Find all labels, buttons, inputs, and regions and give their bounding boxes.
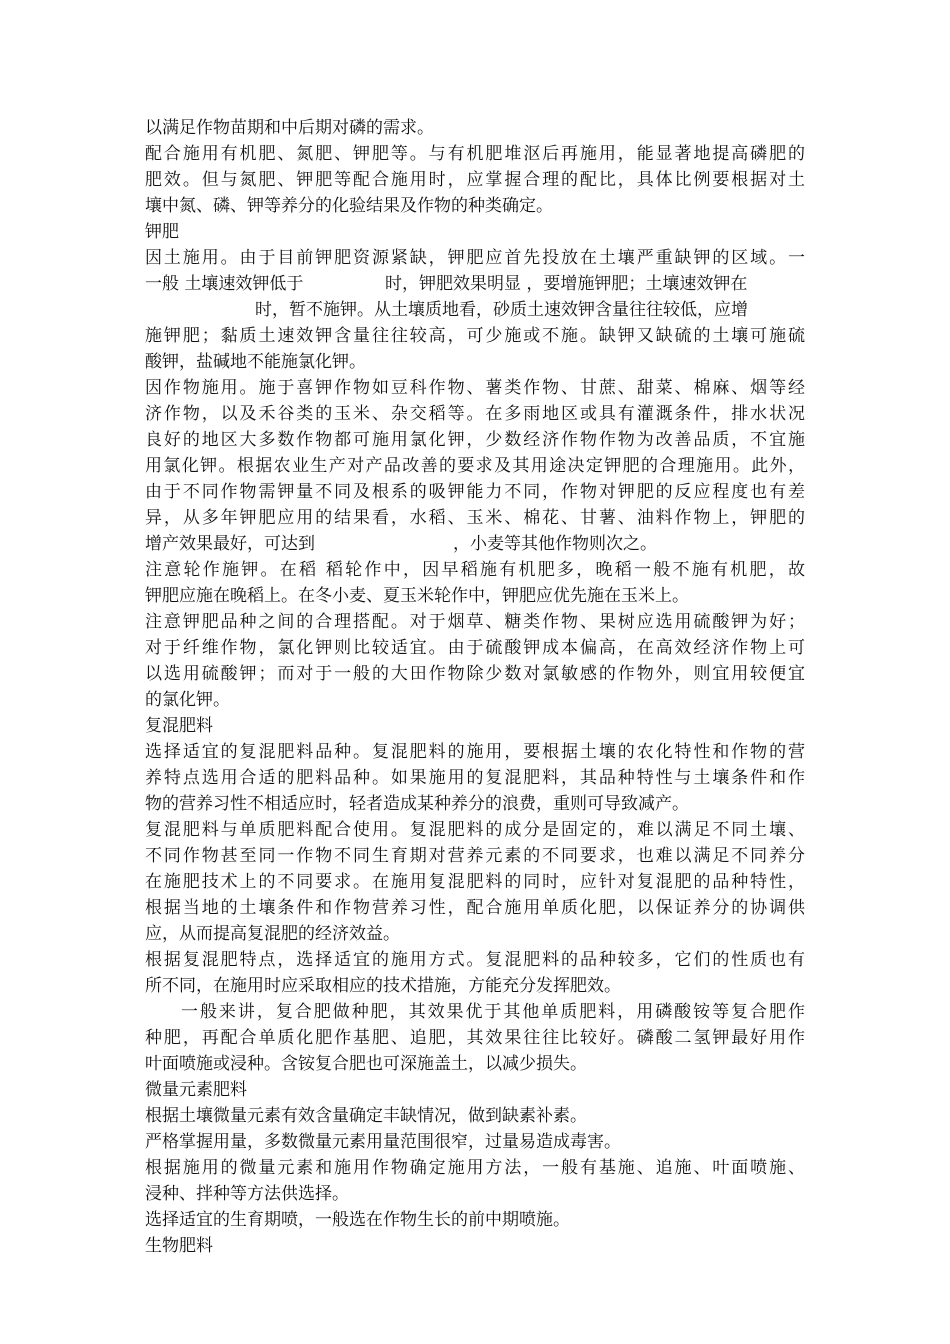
section-heading: 钾肥 (145, 222, 179, 242)
text-segment: 一般 土壤速效钾低于 (145, 274, 304, 294)
text-line: 在施肥技术上的不同要求。在施用复混肥料的同时，应针对复混肥的品种特性， (145, 872, 805, 892)
text-line: 的氯化钾。 (145, 690, 230, 710)
text-line: 注意钾肥品种之间的合理搭配。对于烟草、糖类作物、果树应选用硫酸钾为好； (145, 612, 805, 632)
text-line: 选择适宜的生育期喷，一般选在作物生长的前中期喷施。 (145, 1210, 570, 1230)
text-line: 根据当地的土壤条件和作物营养习性，配合施用单质化肥，以保证养分的协调供 (145, 898, 805, 918)
section-heading: 生物肥料 (145, 1236, 213, 1256)
text-line: 根据施用的微量元素和施用作物确定施用方法，一般有基施、追施、叶面喷施、 (145, 1158, 805, 1178)
text-line: 根据复混肥特点，选择适宜的施用方式。复混肥料的品种较多，它们的性质也有 (145, 950, 805, 970)
text-line: 壤中氮、磷、钾等养分的化验结果及作物的种类确定。 (145, 196, 553, 216)
text-line: 浸种、拌种等方法供选择。 (145, 1184, 349, 1204)
text-line: 配合施用有机肥、氮肥、钾肥等。与有机肥堆沤后再施用，能显著地提高磷肥的 (145, 144, 805, 164)
text-line: 肥效。但与氮肥、钾肥等配合施用时，应掌握合理的配比，具体比例要根据对土 (145, 170, 805, 190)
text-line: 复混肥料与单质肥料配合使用。复混肥料的成分是固定的，难以满足不同土壤、 (145, 820, 805, 840)
text-line: 叶面喷施或浸种。含铵复合肥也可深施盖土，以减少损失。 (145, 1054, 587, 1074)
text-line: 所不同，在施用时应采取相应的技术措施，方能充分发挥肥效。 (145, 976, 621, 996)
text-line: 异，从多年钾肥应用的结果看，水稻、玉米、棉花、甘薯、油料作物上，钾肥的 (145, 508, 805, 528)
section-heading: 复混肥料 (145, 716, 213, 736)
text-line: 物的营养习性不相适应时，轻者造成某种养分的浪费，重则可导致减产。 (145, 794, 689, 814)
text-line: 选择适宜的复混肥料品种。复混肥料的施用，要根据土壤的农化特性和作物的营 (145, 742, 805, 762)
text-line: 钾肥应施在晚稻上。在冬小麦、夏玉米轮作中，钾肥应优先施在玉米上。 (145, 586, 689, 606)
text-segment: ，小麦等其他作物则次之。 (453, 534, 657, 554)
text-segment: 增产效果最好，可达到 (145, 534, 315, 554)
section-heading: 微量元素肥料 (145, 1080, 247, 1100)
text-line: 以选用硫酸钾；而对于一般的大田作物除少数对氯敏感的作物外，则宜用较便宜 (145, 664, 805, 684)
text-line: 由于不同作物需钾量不同及根系的吸钾能力不同，作物对钾肥的反应程度也有差 (145, 482, 805, 502)
text-line: 养特点选用合适的肥料品种。如果施用的复混肥料，其品种特性与土壤条件和作 (145, 768, 805, 788)
text-line: 严格掌握用量，多数微量元素用量范围很窄，过量易造成毒害。 (145, 1132, 621, 1152)
text-line (145, 531, 805, 557)
text-line: 因土施用。由于目前钾肥资源紧缺，钾肥应首先投放在土壤严重缺钾的区域。一 (145, 248, 805, 268)
text-segment: 时，钾肥效果明显 ，要增施钾肥；土壤速效钾在 (385, 274, 748, 294)
text-line: 良好的地区大多数作物都可施用氯化钾，少数经济作物作物为改善品质，不宜施 (145, 430, 805, 450)
text-line: 施钾肥；黏质土速效钾含量往往较高，可少施或不施。缺钾又缺硫的土壤可施硫 (145, 326, 805, 346)
text-line: 应，从而提高复混肥的经济效益。 (145, 924, 400, 944)
text-line: 因作物施用。施于喜钾作物如豆科作物、薯类作物、甘蔗、甜菜、棉麻、烟等经 (145, 378, 805, 398)
text-line (145, 271, 805, 297)
text-line: 根据土壤微量元素有效含量确定丰缺情况，做到缺素补素。 (145, 1106, 587, 1126)
text-line: 不同作物甚至同一作物不同生育期对营养元素的不同要求，也难以满足不同养分 (145, 846, 805, 866)
text-line: 时，暂不施钾。从土壤质地看，砂质土速效钾含量往往较低，应增 (255, 300, 748, 320)
text-line: 以满足作物苗期和中后期对磷的需求。 (145, 118, 434, 138)
text-line: 种肥，再配合单质化肥作基肥、追肥，其效果往往比较好。磷酸二氢钾最好用作 (145, 1028, 805, 1048)
text-line: 济作物，以及禾谷类的玉米、杂交稻等。在多雨地区或具有灌溉条件，排水状况 (145, 404, 805, 424)
text-line: 酸钾，盐碱地不能施氯化钾。 (145, 352, 366, 372)
text-line: 一般来讲，复合肥做种肥，其效果优于其他单质肥料，用磷酸铵等复合肥作 (181, 1002, 805, 1022)
text-line: 用氯化钾。根据农业生产对产品改善的要求及其用途决定钾肥的合理施用。此外， (145, 456, 805, 476)
text-line: 注意轮作施钾。在稻 稻轮作中，因早稻施有机肥多，晚稻一般不施有机肥，故 (145, 560, 805, 580)
text-line: 对于纤维作物，氯化钾则比较适宜。由于硫酸钾成本偏高，在高效经济作物上可 (145, 638, 805, 658)
